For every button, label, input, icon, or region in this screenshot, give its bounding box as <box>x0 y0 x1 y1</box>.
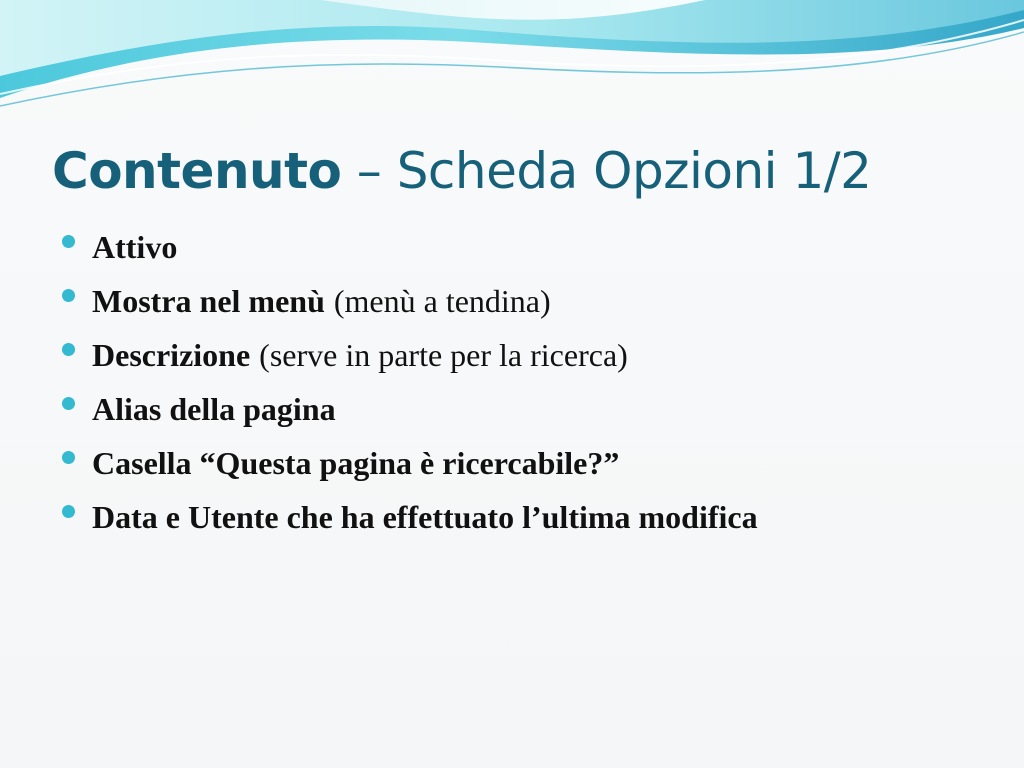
bullet-item-last-modified-user <box>62 490 1002 544</box>
bullet-text-strong: Attivo <box>92 228 178 265</box>
bullet-dot-icon <box>62 505 75 518</box>
bullet-text-strong: Mostra nel menù <box>92 282 325 319</box>
bullet-list <box>62 220 1002 544</box>
bullet-text-strong: Alias della pagina <box>92 390 336 427</box>
bullet-dot-icon <box>62 289 75 302</box>
bullet-text-strong: Data e Utente che ha effettuato l’ultima modifica <box>92 498 758 535</box>
bullet-item-show-in-menu <box>62 274 1002 328</box>
bullet-item-searchable-checkbox <box>62 436 1002 490</box>
bullet-item-description <box>62 328 1002 382</box>
bullet-text-detail: (menù a tendina) <box>333 282 551 319</box>
header-wave-decoration <box>0 0 1024 120</box>
bullet-text-detail: (serve in parte per la ricerca) <box>259 336 628 373</box>
bullet-dot-icon <box>62 235 75 248</box>
bullet-text-strong: Casella “Questa pagina è ricercabile?” <box>92 444 620 481</box>
bullet-item-page-alias <box>62 382 1002 436</box>
slide-title-rest: – Scheda Opzioni 1/2 <box>341 142 872 200</box>
bullet-dot-icon <box>62 397 75 410</box>
bullet-dot-icon <box>62 451 75 464</box>
slide-title <box>52 138 871 204</box>
bullet-text-strong: Descrizione <box>92 336 251 373</box>
bullet-dot-icon <box>62 343 75 356</box>
bullet-item-active <box>62 220 1002 274</box>
slide-title-strong: Contenuto <box>52 142 342 200</box>
